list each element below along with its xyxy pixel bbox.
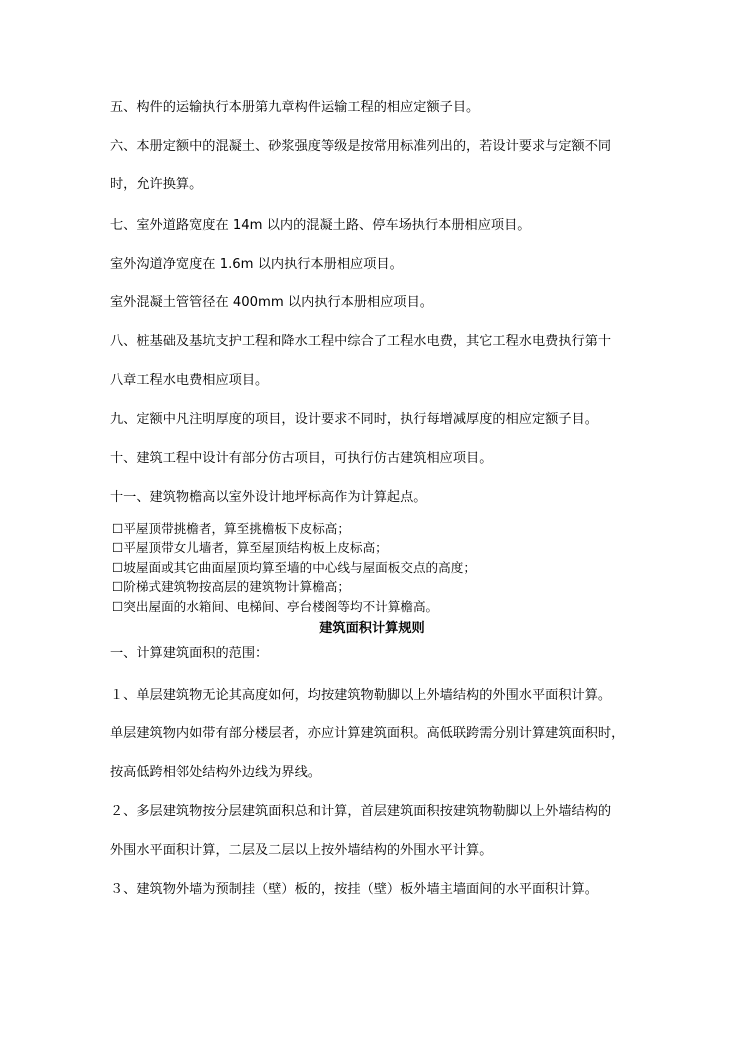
paragraph: 外围水平面积计算，二层及二层以上按外墙结构的外围水平计算。 [110, 843, 493, 858]
paragraph: 十、建筑工程中设计有部分仿古项目，可执行仿古建筑相应项目。 [110, 451, 493, 466]
section-title: 建筑面积计算规则 [319, 621, 425, 636]
paragraph: 七、室外道路宽度在 14m 以内的混凝土路、停车场执行本册相应项目。 [110, 218, 531, 233]
paragraph: 九、定额中凡注明厚度的项目，设计要求不同时，执行每增减厚度的相应定额子目。 [110, 412, 598, 427]
paragraph: 六、本册定额中的混凝土、砂浆强度等级是按常用标准列出的，若设计要求与定额不同 [110, 139, 612, 154]
paragraph: 八章工程水电费相应项目。 [110, 373, 269, 388]
paragraph: 单层建筑物内如带有部分楼层者，亦应计算建筑面积。高低联跨需分别计算建筑面积时， [110, 726, 625, 741]
checklist-item: ☐坡屋面或其它曲面屋顶均算至墙的中心线与屋面板交点的高度； [112, 560, 476, 575]
paragraph: 一、计算建筑面积的范围： [110, 646, 269, 661]
paragraph: １、单层建筑物无论其高度如何，均按建筑物勒脚以上外墙结构的外围水平面积计算。 [110, 688, 612, 703]
paragraph: 室外混凝土管管径在 400mm 以内执行本册相应项目。 [110, 295, 433, 310]
paragraph: 按高低跨相邻处结构外边线为界线。 [110, 765, 321, 780]
checklist-item: ☐阶梯式建筑物按高层的建筑物计算檐高； [112, 579, 350, 594]
paragraph: 时，允许换算。 [110, 177, 203, 192]
checklist-item: ☐突出屋面的水箱间、电梯间、亭台楼阁等均不计算檐高。 [112, 599, 439, 614]
checklist-item: ☐平屋顶带女儿墙者，算至屋顶结构板上皮标高； [112, 540, 388, 555]
checklist-item: ☐平屋顶带挑檐者，算至挑檐板下皮标高； [112, 521, 350, 536]
paragraph: 十一、建筑物檐高以室外设计地坪标高作为计算起点。 [110, 490, 427, 505]
paragraph: 五、构件的运输执行本册第九章构件运输工程的相应定额子目。 [110, 100, 480, 115]
paragraph: 室外沟道净宽度在 1.6m 以内执行本册相应项目。 [110, 257, 403, 272]
paragraph: ３、建筑物外墙为预制挂（壁）板的，按挂（壁）板外墙主墙面间的水平面积计算。 [110, 882, 598, 897]
paragraph: ２、多层建筑物按分层建筑面积总和计算，首层建筑面积按建筑物勒脚以上外墙结构的 [110, 804, 612, 819]
paragraph: 八、桩基础及基坑支护工程和降水工程中综合了工程水电费，其它工程水电费执行第十 [110, 334, 612, 349]
